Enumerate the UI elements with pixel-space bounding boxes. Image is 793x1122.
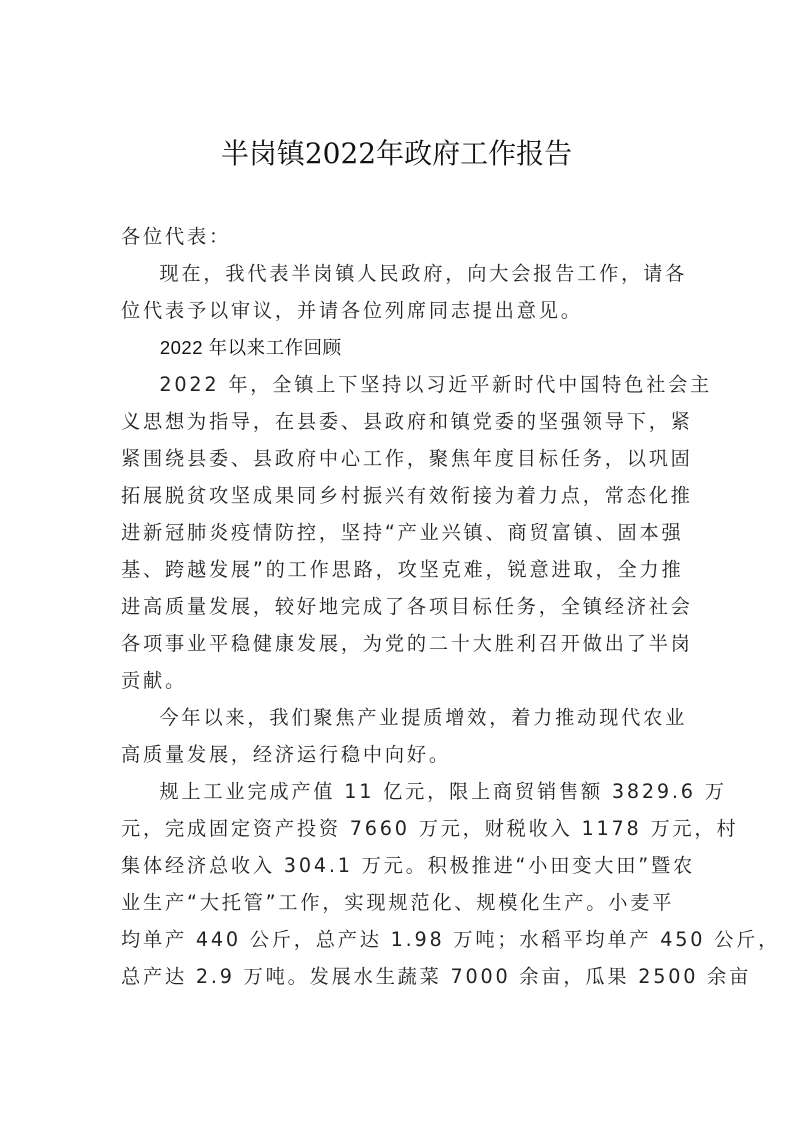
text-line: 集体经济总收入 304.1 万元。积极推进“小田变大田”暨农 bbox=[121, 854, 695, 877]
text-line: 总产达 2.9 万吨。发展水生蔬菜 7000 余亩，瓜果 2500 余亩 bbox=[121, 965, 752, 988]
salutation-text: 各位代表： bbox=[121, 225, 231, 248]
section-heading bbox=[121, 329, 669, 366]
text-line: 紧围绕县委、县政府中心工作，聚焦年度目标任务，以巩固 bbox=[121, 447, 693, 470]
paragraph-intro bbox=[121, 255, 688, 329]
document-title: 半岗镇2022年政府工作报告 bbox=[220, 137, 573, 170]
text-line: 均单产 440 公斤，总产达 1.98 万吨；水稻平均单产 450 公斤， bbox=[121, 928, 781, 951]
text-line: 进高质量发展，较好地完成了各项目标任务，全镇经济社会 bbox=[121, 595, 693, 618]
salutation bbox=[121, 218, 669, 255]
text-line: 元，完成固定资产投资 7660 万元，财税收入 1178 万元，村 bbox=[121, 817, 739, 840]
text-line: 现在，我代表半岗镇人民政府，向大会报告工作，请各 bbox=[159, 262, 688, 285]
text-line: 各项事业平稳健康发展，为党的二十大胜利召开做出了半岗 bbox=[121, 632, 693, 655]
text-line: 今年以来，我们聚焦产业提质增效，着力推动现代农业 bbox=[159, 706, 688, 729]
text-line: 位代表予以审议，并请各位列席同志提出意见。 bbox=[121, 299, 583, 322]
text-line: 拓展脱贫攻坚成果同乡村振兴有效衔接为着力点，常态化推 bbox=[121, 484, 693, 507]
text-line: 贡献。 bbox=[121, 669, 187, 692]
text-line: 义思想为指导，在县委、县政府和镇党委的坚强领导下，紧 bbox=[121, 410, 693, 433]
paragraph-economy bbox=[121, 773, 781, 995]
text-line: 2022 年，全镇上下坚持以习近平新时代中国特色社会主 bbox=[159, 373, 713, 396]
text-line: 基、跨越发展”的工作思路，攻坚克难，锐意进取，全力推 bbox=[121, 558, 684, 581]
section-heading-text: 2022 年以来工作回顾 bbox=[159, 337, 342, 358]
text-line: 业生产“大托管”工作，实现规范化、规模化生产。小麦平 bbox=[121, 891, 675, 914]
paragraph-industry bbox=[121, 699, 688, 773]
paragraph-overview bbox=[121, 366, 713, 699]
document-body bbox=[121, 218, 781, 995]
text-line: 进新冠肺炎疫情防控，坚持“产业兴镇、商贸富镇、固本强 bbox=[121, 521, 684, 544]
text-line: 规上工业完成产值 11 亿元，限上商贸销售额 3829.6 万 bbox=[159, 780, 727, 803]
text-line: 高质量发展，经济运行稳中向好。 bbox=[121, 743, 451, 766]
